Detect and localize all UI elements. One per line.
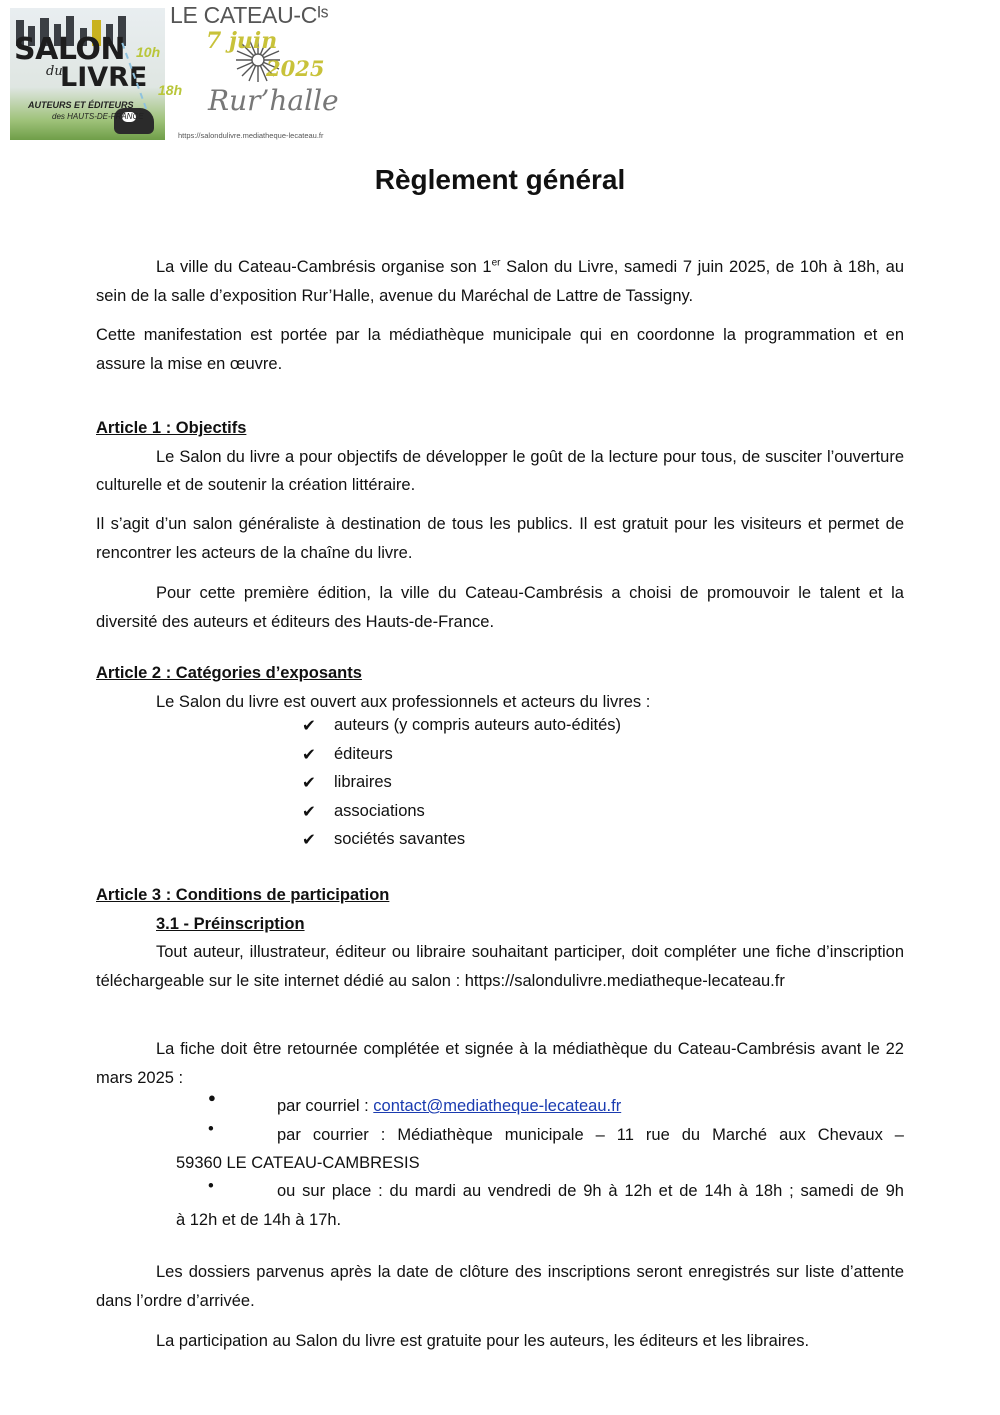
return-email-prefix: par courriel :	[277, 1097, 374, 1115]
logo-url-text: https://salondulivre.mediatheque-lecateau.fr	[178, 131, 324, 140]
article-1-b	[96, 510, 904, 567]
intro-p1-superscript: er	[491, 257, 501, 269]
article-3-paragraph-1: Tout auteur, illustrateur, éditeur ou libraire souhaitant participer, doit compléter une fiche d’inscription téléchargeable sur le site internet dédié au salon : https://salondulivre.mediatheque-lecateau.fr	[96, 943, 904, 990]
article-1-heading: Article 1 : Objectifs	[96, 419, 247, 437]
salon-du-livre-logo	[8, 0, 339, 145]
intro-section	[96, 253, 904, 310]
article-3-paragraph-3: Les dossiers parvenus après la date de clôture des inscriptions seront enregistrés sur liste d’attente dans l’ordre d’arrivée.	[96, 1263, 904, 1310]
return-onsite-line1: ou sur place : du mardi au vendredi de 9h à 12h et de 14h à 18h ; samedi de 9h	[277, 1182, 904, 1200]
return-method-mail	[277, 1121, 904, 1150]
return-method-mail-2	[176, 1149, 904, 1178]
article-1-c	[96, 579, 904, 636]
article-2-intro: Le Salon du livre est ouvert aux professionnels et acteurs du livres :	[156, 692, 651, 711]
article-3-b	[96, 1035, 904, 1092]
checkmark-icon: ✔	[302, 803, 316, 821]
logo-authors-line2: des HAUTS-DE-FRANCE	[52, 112, 144, 121]
contact-email-link[interactable]: contact@mediatheque-lecateau.fr	[373, 1097, 622, 1115]
article-3	[96, 881, 904, 995]
article-1	[96, 414, 904, 500]
article-3-1-heading: 3.1 - Préinscription	[156, 914, 305, 933]
list-item-label: libraires	[334, 773, 392, 791]
logo-authors-line1: AUTEURS ET ÉDITEURS	[28, 100, 134, 110]
article-3-heading: Article 3 : Conditions de participation	[96, 886, 390, 904]
intro-paragraph-1	[96, 253, 904, 310]
logo-salon-text: SALON	[14, 32, 125, 67]
article-3-c	[96, 1258, 904, 1315]
list-item-label: éditeurs	[334, 745, 393, 763]
article-2	[96, 659, 904, 716]
article-1-paragraph-1: Le Salon du livre a pour objectifs de développer le goût de la lecture pour tous, de susciter l’ouverture culturelle et de soutenir la création littéraire.	[96, 447, 904, 494]
logo-year-text: 2025	[266, 56, 325, 81]
checkmark-icon: ✔	[302, 717, 316, 735]
article-3-paragraph-4: La participation au Salon du livre est gratuite pour les auteurs, les éditeurs et les libraires.	[156, 1332, 810, 1350]
return-method-onsite-2	[176, 1206, 904, 1235]
bullet-icon: •	[208, 1120, 214, 1138]
return-method-email	[277, 1092, 904, 1121]
logo-city-text: LE CATEAU-Cᴵˢ	[170, 2, 329, 28]
bullet-icon: ●	[208, 1090, 216, 1105]
checkmark-icon: ✔	[302, 831, 316, 849]
list-item-label: sociétés savantes	[334, 830, 466, 848]
return-mail-line2: 59360 LE CATEAU-CAMBRESIS	[176, 1154, 420, 1172]
intro-p1-start: La ville du Cateau-Cambrésis organise son 1	[156, 258, 492, 276]
intro-section-2	[96, 321, 904, 378]
logo-place-text: Rur’halle	[208, 84, 339, 117]
article-2-heading: Article 2 : Catégories d’exposants	[96, 664, 362, 682]
article-1-paragraph-3: Pour cette première édition, la ville du Cateau-Cambrésis a choisi de promouvoir le talent et la diversité des auteurs et éditeurs des Hauts-de-France.	[96, 584, 904, 631]
intro-paragraph-2: Cette manifestation est portée par la médiathèque municipale qui en coordonne la programmation et en assure la mise en œuvre.	[96, 326, 904, 373]
article-3-paragraph-2: La fiche doit être retournée complétée et signée à la médiathèque du Cateau-Cambrésis avant le 22 mars 2025 :	[96, 1040, 904, 1087]
intro-p1-end: Salon du Livre, samedi 7 juin 2025, de 10h à 18h, au sein de la salle d’exposition Rur’Halle, avenue du Maréchal de Lattre de Tassigny.	[96, 258, 904, 305]
logo-du-text: du	[46, 64, 63, 79]
checkmark-icon: ✔	[302, 746, 316, 764]
logo-end-time: 18h	[158, 82, 183, 98]
return-onsite-line2: à 12h et de 14h à 17h.	[176, 1211, 342, 1229]
article-1-paragraph-2: Il s’agit d’un salon généraliste à destination de tous les publics. Il est gratuit pour les visiteurs et permet de rencontrer les acteurs de la chaîne du livre.	[96, 515, 904, 562]
article-3-d	[96, 1327, 904, 1356]
bullet-icon: •	[208, 1177, 214, 1195]
logo-livre-text: LIVRE	[60, 62, 148, 93]
list-item-label: auteurs (y compris auteurs auto-édités)	[334, 716, 622, 734]
checkmark-icon: ✔	[302, 774, 316, 792]
return-mail-line1: par courrier : Médiathèque municipale – 11 rue du Marché aux Chevaux –	[277, 1126, 904, 1144]
logo-date-text: 7 juin	[206, 28, 278, 54]
list-item-label: associations	[334, 802, 425, 820]
logo-start-time: 10h	[136, 44, 161, 60]
page-title: Règlement général	[374, 164, 626, 195]
return-method-onsite	[277, 1177, 904, 1206]
